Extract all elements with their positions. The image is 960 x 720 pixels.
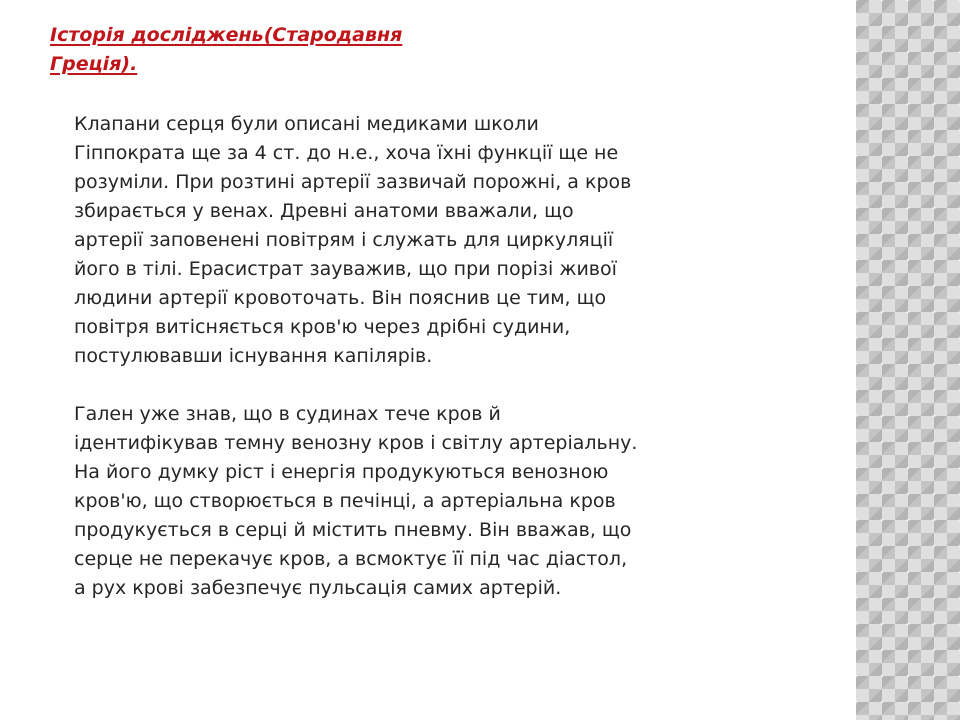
decorative-pattern-panel bbox=[856, 0, 960, 720]
slide-body bbox=[74, 110, 734, 603]
paragraph-galen: Гален уже знав, що в судинах тече кров й ідентифікував темну венозну кров і світлу артеріальну. На його думку ріст і енергія продукуються венозною кров'ю, що створюється в печінці, а артеріальна кров продукується в серці й містить пневму. Він вважав, що серце не перекачує кров, а всмоктує її під час діастол, а рух крові забезпечує пульсація самих артерій. bbox=[74, 403, 638, 599]
slide-title: Історія досліджень(Стародавня Греція). bbox=[50, 24, 403, 75]
paragraph-hippocrates: Клапани серця були описані медиками школи Гіппократа ще за 4 ст. до н.е., хоча їхні функції ще не розуміли. При розтині артерії зазвичай порожні, а кров збирається у венах. Древні анатоми вважали, що артерії заповенені повітрям і служать для циркуляції його в тілі. Ерасистрат зауважив, що при порізі живої людини артерії кровоточать. Він пояснив це тим, що повітря витісняється кров'ю через дрібні судини, постулювавши існування капілярів. bbox=[74, 113, 632, 367]
